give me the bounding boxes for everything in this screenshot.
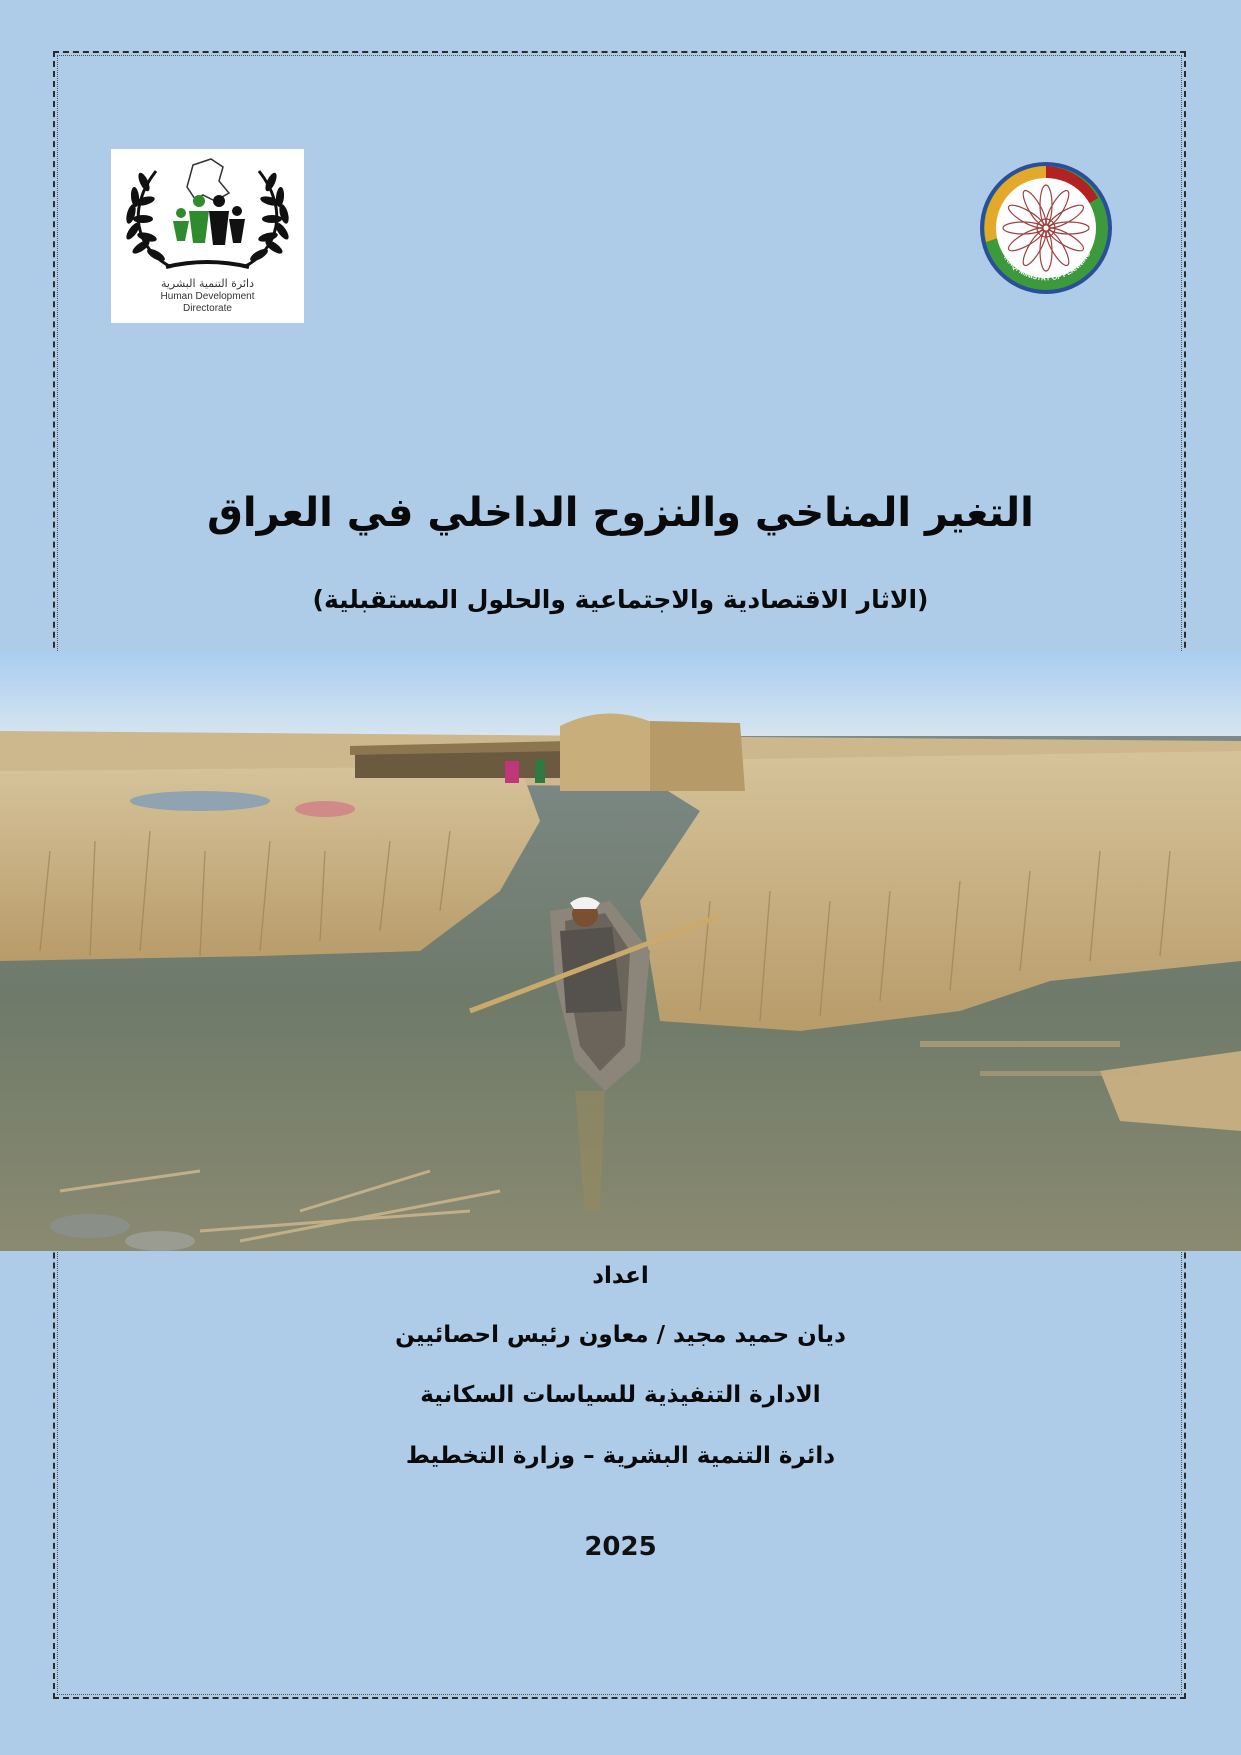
seal-icon [978, 160, 1114, 296]
seal-ring-text: IRAQI MINISTRY OF PLANNING [1001, 250, 1093, 283]
author-line: ديان حميد مجيد / معاون رئيس احصائيين [395, 1322, 846, 1348]
human-development-logo [111, 149, 304, 323]
marshland-photo [0, 651, 1241, 1251]
directorate-line: دائرة التنمية البشرية – وزارة التخطيط [405, 1443, 836, 1469]
publication-year: 2025 [584, 1532, 657, 1562]
ministry-of-planning-seal [978, 160, 1114, 296]
wreath-family-icon [111, 149, 304, 279]
document-subtitle: (الاثار الاقتصادية والاجتماعية والحلول المستقبلية) [312, 585, 929, 614]
logo-english-label: Human Development Directorate [160, 291, 255, 314]
logo-arabic-label: دائرة التنمية البشرية [160, 277, 255, 290]
prepared-by-label: اعداد [592, 1263, 649, 1289]
department-line: الادارة التنفيذية للسياسات السكانية [420, 1382, 821, 1408]
document-title: التغير المناخي والنزوح الداخلي في العراق [207, 490, 1034, 536]
